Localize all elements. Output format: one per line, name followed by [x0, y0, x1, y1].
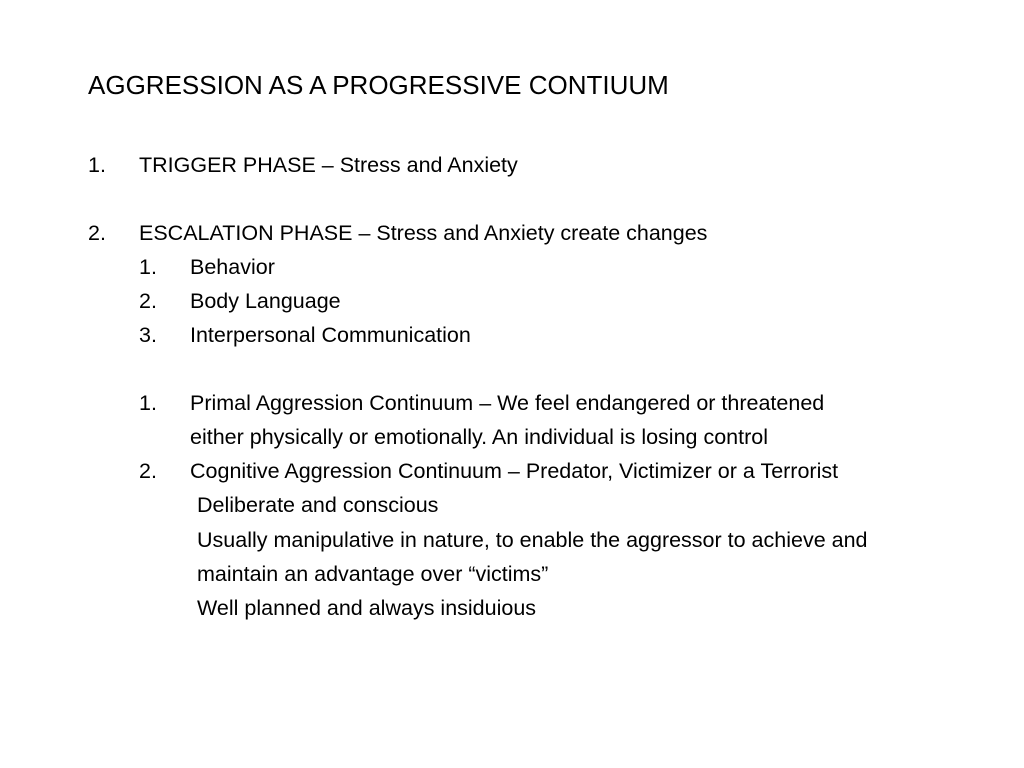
detail-text: Usually manipulative in nature, to enable the aggressor to achieve and	[197, 528, 868, 552]
list-text: Cognitive Aggression Continuum – Predator, Victimizer or a Terrorist	[190, 459, 839, 483]
list-number: 1.	[139, 391, 157, 415]
list-number: 1.	[88, 153, 106, 177]
list-text: Interpersonal Communication	[190, 323, 471, 347]
list-text: ESCALATION PHASE – Stress and Anxiety create changes	[139, 221, 708, 245]
list-text: Primal Aggression Continuum – We feel endangered or threatened	[190, 391, 825, 415]
detail-text: Deliberate and conscious	[197, 493, 439, 517]
detail-text: maintain an advantage over “victims”	[197, 562, 549, 586]
list-text: Body Language	[190, 289, 341, 313]
list-number: 1.	[139, 255, 157, 279]
list-number: 2.	[139, 289, 157, 313]
detail-text: Well planned and always insiduious	[197, 596, 537, 620]
list-text: Behavior	[190, 255, 275, 279]
slide-title: AGGRESSION AS A PROGRESSIVE CONTIUUM	[88, 70, 669, 100]
list-text: either physically or emotionally. An individual is losing control	[190, 425, 769, 449]
list-number: 2.	[88, 221, 106, 245]
list-number: 3.	[139, 323, 157, 347]
list-text: TRIGGER PHASE – Stress and Anxiety	[139, 153, 518, 177]
list-number: 2.	[139, 459, 157, 483]
